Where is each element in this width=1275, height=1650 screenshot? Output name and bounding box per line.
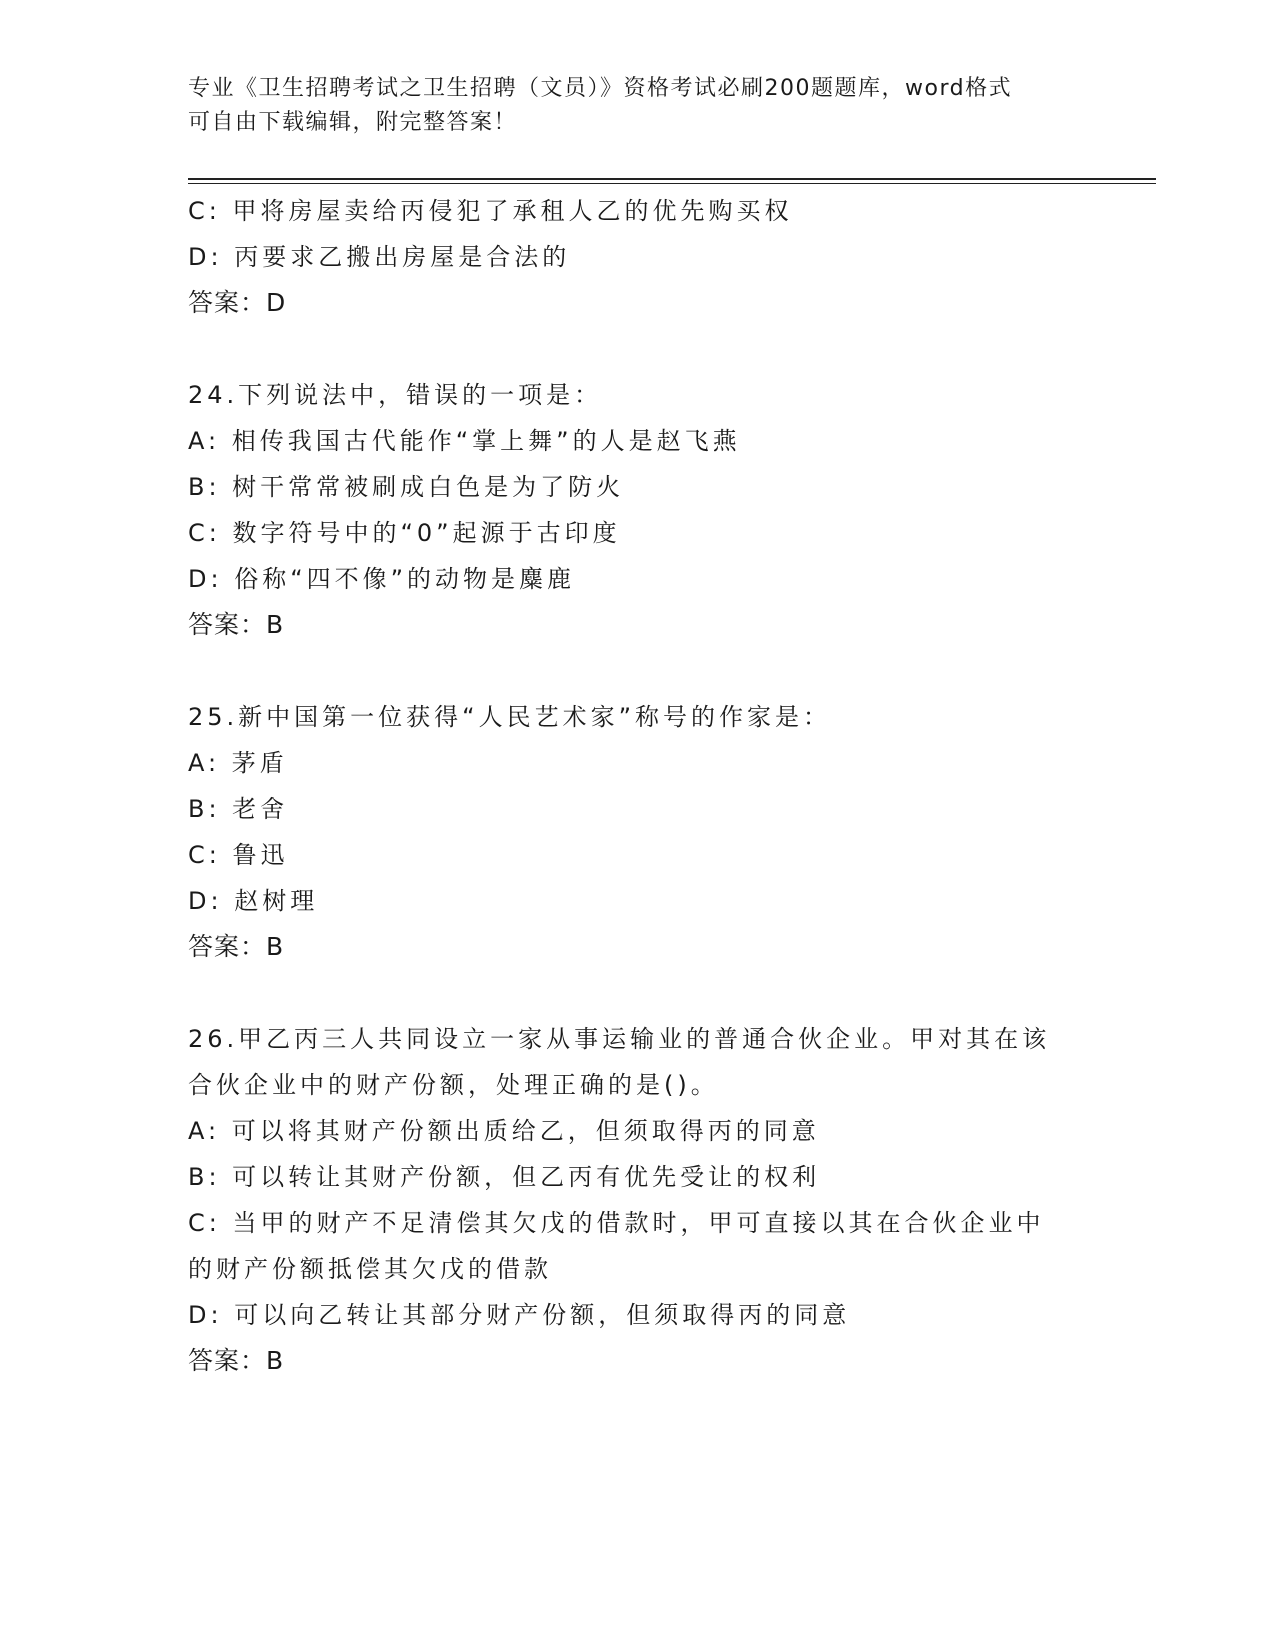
answer-line: 答案：B — [188, 1346, 285, 1375]
header-line-2: 可自由下载编辑，附完整答案！ — [188, 110, 518, 135]
option-b: B: 可以转让其财产份额，但乙丙有优先受让的权利 — [188, 1163, 821, 1191]
question-stem-line-2: 合伙企业中的财产份额，处理正确的是()。 — [188, 1071, 719, 1099]
option-c: C: 数字符号中的“0”起源于古印度 — [188, 519, 621, 547]
answer-line: 答案：D — [188, 288, 287, 317]
question-stem: 25.新中国第一位获得“人民艺术家”称号的作家是： — [188, 703, 832, 731]
spacer — [188, 648, 1088, 694]
question-stem-line-1: 26.甲乙丙三人共同设立一家从事运输业的普通合伙企业。甲对其在该 — [188, 1025, 1051, 1053]
option-c: C: 甲将房屋卖给丙侵犯了承租人乙的优先购买权 — [188, 197, 793, 225]
document-header — [188, 72, 1088, 140]
option-c-line-1: C: 当甲的财产不足清偿其欠戊的借款时，甲可直接以其在合伙企业中 — [188, 1209, 1045, 1237]
option-a: A: 可以将其财产份额出质给乙，但须取得丙的同意 — [188, 1117, 820, 1145]
option-a: A: 相传我国古代能作“掌上舞”的人是赵飞燕 — [188, 427, 741, 455]
option-d: D: 赵树理 — [188, 887, 319, 915]
option-c: C: 鲁迅 — [188, 841, 289, 869]
header-divider-thick — [188, 178, 1156, 180]
question-stem: 24.下列说法中，错误的一项是： — [188, 381, 603, 409]
header-divider-thin — [188, 183, 1156, 184]
option-c-line-2: 的财产份额抵偿其欠戊的借款 — [188, 1255, 552, 1283]
option-d: D: 俗称“四不像”的动物是麋鹿 — [188, 565, 576, 593]
answer-line: 答案：B — [188, 932, 285, 961]
question-26 — [188, 1016, 1088, 1384]
spacer — [188, 326, 1088, 372]
question-25 — [188, 694, 1088, 970]
option-b: B: 老舍 — [188, 795, 289, 823]
option-a: A: 茅盾 — [188, 749, 288, 777]
option-d: D: 丙要求乙搬出房屋是合法的 — [188, 243, 571, 271]
option-d: D: 可以向乙转让其部分财产份额，但须取得丙的同意 — [188, 1301, 851, 1329]
answer-line: 答案：B — [188, 610, 285, 639]
spacer — [188, 970, 1088, 1016]
header-line-1: 专业《卫生招聘考试之卫生招聘（文员）》资格考试必刷200题题库，word格式 — [188, 76, 1013, 101]
question-24 — [188, 372, 1088, 648]
question-23-continued — [188, 188, 1088, 326]
option-b: B: 树干常常被刷成白色是为了防火 — [188, 473, 625, 501]
question-content — [188, 188, 1088, 1384]
